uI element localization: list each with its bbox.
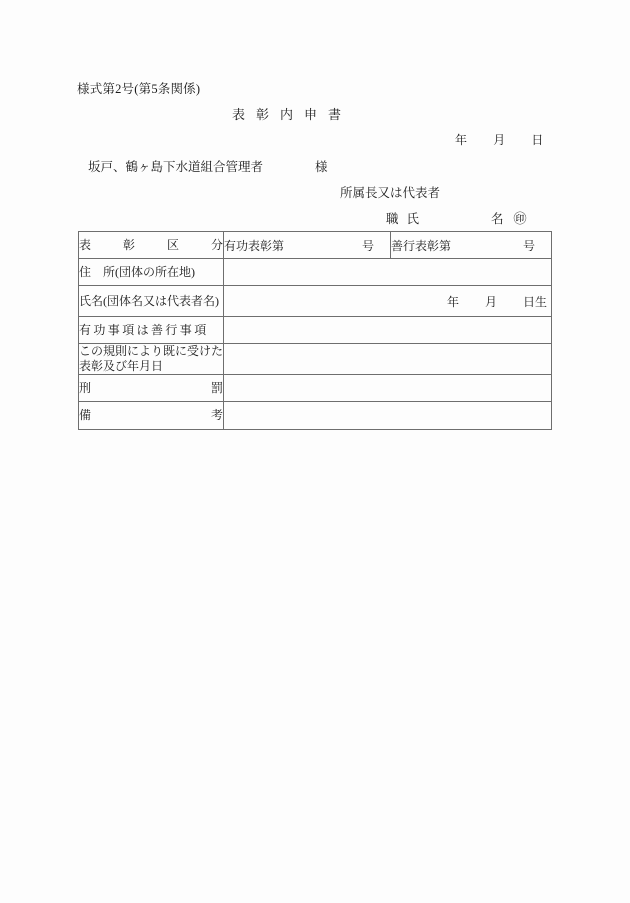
cell-remarks-value[interactable]	[224, 402, 552, 430]
row-label-text: この規則により既に受けた表彰及び年月日	[79, 344, 224, 373]
row-label-text: 氏名(団体名又は代表者名)	[79, 293, 219, 308]
table-row-criminal-record	[79, 375, 552, 402]
seal-icon: ㊞	[513, 211, 527, 226]
affiliation-name-line	[386, 208, 527, 227]
row-label-name	[79, 286, 224, 317]
row-label-address	[79, 259, 224, 286]
addressee	[88, 157, 328, 175]
row-label-criminal-record	[79, 375, 224, 402]
good-deed-commendation-number-suffix: 号	[522, 238, 535, 253]
cell-address-value[interactable]	[224, 259, 552, 286]
label-char: 刑	[79, 380, 92, 395]
label-char: 彰	[122, 237, 135, 252]
cell-criminal-record-value[interactable]	[224, 375, 552, 402]
merit-commendation-number-suffix: 号	[361, 238, 374, 253]
label-char: 考	[210, 408, 223, 423]
date-year-label: 年	[455, 133, 468, 147]
cell-previous-commendations-value[interactable]	[224, 344, 552, 375]
table-row-remarks	[79, 402, 552, 430]
table-row-merit-details	[79, 317, 552, 344]
row-label-category	[79, 232, 224, 259]
row-label-previous-commendations	[79, 344, 224, 375]
label-char: 分	[210, 237, 223, 252]
row-label-text: 有功事項は善行事項	[79, 322, 209, 337]
good-deed-commendation-label: 善行表彰第	[391, 238, 452, 253]
merit-commendation-label: 有功表彰第	[224, 238, 285, 253]
birth-day-label: 日生	[522, 294, 547, 309]
birth-month-label: 月	[484, 294, 497, 309]
addressee-honorific: 様	[315, 160, 328, 174]
date-line	[455, 131, 544, 148]
position-label: 職	[386, 212, 399, 226]
table-row-previous-commendations	[79, 344, 552, 375]
label-char: 表	[79, 237, 92, 252]
table-row-category	[79, 232, 552, 259]
birthdate-line	[224, 293, 551, 310]
page-title: 表彰内申書	[232, 107, 353, 122]
addressee-name: 坂戸、鶴ヶ島下水道組合管理者	[88, 160, 264, 174]
date-month-label: 月	[493, 133, 506, 147]
cell-good-deed-commendation-number[interactable]	[391, 232, 552, 259]
table-row-address	[79, 259, 552, 286]
label-char: 罰	[210, 380, 223, 395]
table-row-name	[79, 286, 552, 317]
label-char: 備	[79, 408, 92, 423]
row-label-remarks	[79, 402, 224, 430]
cell-merit-details-value[interactable]	[224, 317, 552, 344]
affiliation-role-line: 所属長又は代表者	[340, 186, 441, 200]
cell-name-value[interactable]	[224, 286, 552, 317]
label-char: 区	[166, 237, 179, 252]
date-day-label: 日	[531, 133, 544, 147]
cell-merit-commendation-number[interactable]	[224, 232, 391, 259]
row-label-text: 住 所(団体の所在地)	[79, 264, 195, 279]
name-label-surname: 氏	[406, 212, 420, 226]
birth-year-label: 年	[446, 294, 459, 309]
commendation-form-table	[78, 231, 552, 430]
row-label-merit-details	[79, 317, 224, 344]
name-label-given: 名	[491, 212, 504, 226]
form-number: 様式第2号(第5条関係)	[77, 82, 201, 96]
